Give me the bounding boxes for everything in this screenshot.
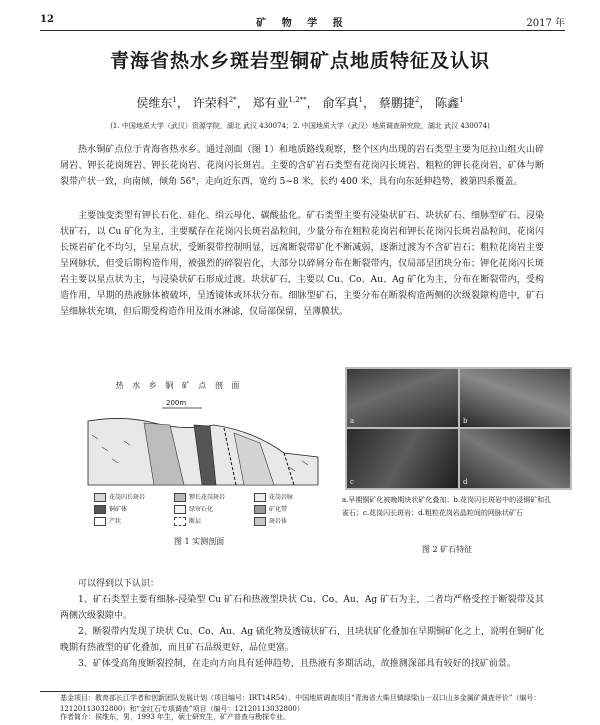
legend-swatch: [254, 493, 266, 502]
legend-label: 斑岩体: [269, 518, 288, 525]
author: 许荣科: [192, 96, 229, 110]
header-rule: [40, 30, 565, 31]
legend-label: 矿化带: [269, 506, 288, 513]
footnote-author-bio: 作者简介：侯维东，男，1993 年生，硕士研究生，矿产普查与勘探专业。: [60, 713, 291, 721]
photo-label: a: [350, 417, 355, 425]
legend-swatch: [94, 517, 106, 526]
conclusion-item: 1、矿石类型主要有细脉-浸染型 Cu 矿石和热液型块状 Cu、Co、Au、Ag 矿石为主，二者均严格受控于断裂带及其两侧次级裂隙中。: [60, 595, 544, 621]
author-affil-mark: 1: [459, 96, 464, 104]
author-list: 侯维东$^1$， 许荣科$^{2*}$， 郑有业$^{1,2**}$， 俞军真$^1$， 蔡鹏捷$^2$， 陈鑫$^1$: [136, 96, 464, 110]
figure2-photo-b: [460, 369, 570, 427]
legend-item: [254, 516, 287, 526]
figure1-caption: 图 1 实测剖面: [174, 537, 225, 546]
author-affil-mark: 1,2**: [288, 96, 307, 104]
figure1-cross-section: [84, 395, 322, 487]
author-affil-mark: 2*: [228, 96, 237, 104]
legend-swatch: [174, 505, 186, 514]
figure1-title: 热 水 乡 铜 矿 点 剖 面: [115, 381, 243, 390]
journal-name: 矿 物 学 报: [256, 18, 349, 29]
author: 俞军真: [322, 96, 359, 110]
legend-label: 断层: [189, 518, 202, 525]
page-number: 12: [40, 14, 54, 25]
legend-label: 钾长花岗斑岩: [189, 494, 226, 501]
figure1-scale-label: 200m: [166, 399, 187, 407]
author: 陈鑫: [435, 96, 460, 110]
conclusion-item: 2、断裂带内发现了块状 Cu、Co、Au、Ag 硫化物及透镜状矿石，且块状矿化叠加在早期铜矿化之上，说明在铜矿化晚期有热液型的矿化叠加，而且矿石品级更好，品位更富。: [60, 627, 544, 653]
paper-title: 青海省热水乡斑岩型铜矿点地质特征及认识: [109, 50, 490, 72]
footnote-funding: 基金项目：教育部长江学者和创新团队发展计划（项目编号：IRT14R54），中国地质调查项目“青海省大柴旦镇绿梁山一双口山多金属矿调查评价”（编号：12120113032800）和“金红石专项调查”项目（编号：12120113032800）: [60, 694, 541, 713]
body-paragraph: 主要蚀变类型有钾长石化、硅化、绢云母化、碳酸盐化。矿石类型主要有浸染状矿石、块状矿石、细脉型矿石、浸染状矿石，以 Cu 矿化为主，主要赋存在花岗闪长斑岩晶粒间，少量分布在粗粒花岗岩和钾长花岗闪长斑岩晶粒间，花岗闪长斑岩矿化不均匀，呈星点状，受断裂带控制明显，远离断裂带矿化不断减弱，逐渐过渡为不含矿岩石；粗粒花岗岩主要呈网脉状，但受后期构造作用，被强烈的碎裂岩化，大部分以碎屑分布在断裂带内，仅局部呈团块分布；钾化花岗闪长斑岩主要以星点状为主，与浸染状矿石形成过渡。块状矿石，主要以 Cu、Co、Au、Ag 矿化为主，分布在断裂带内，受构造作用，早期的热液脉体被破坏，呈透镜体或环状分布。细脉型矿石，主要分布在断裂构造两侧的次级裂隙构造中，矿石呈细脉状充填，但后期受构造作用及雨水淋滤，仅局部保留，呈薄膜状。: [60, 211, 544, 317]
legend-item: [174, 504, 213, 514]
affiliation: (1. 中国地质大学（武汉）资源学院，湖北 武汉 430074；2. 中国地质大学（武汉）地质调查研究院，湖北 武汉 430074): [110, 122, 490, 130]
legend-item: [174, 516, 201, 526]
legend-swatch: [94, 505, 106, 514]
legend-swatch: [174, 493, 186, 502]
journal-year: 2017 年: [526, 18, 565, 29]
figure2-subcaption: a.早期铜矿化被晚期块状矿化叠加；b.花岗闪长斑岩中的浸铜矿和孔雀石；c.花岗闪长斑岩；d.粗粒花岗岩晶粒间的网脉状矿石: [342, 496, 552, 517]
legend-label: 绿帘石化: [189, 506, 214, 513]
photo-label: d: [463, 478, 468, 486]
body-paragraph: 热水铜矿点位于青海省热水乡。通过剖面（图 1）和地质路线观察，整个区内出现的岩石类型主要为厄拉山组火山碎屑岩、钾长花岗斑岩、钾长花岗岩、花岗闪长斑岩。主要的含矿岩石类型有花岗闪长斑岩、粗粒的钾长花岗岩，矿体与断裂带产状一致，向南倾，倾角 56°，走向近东西，宽约 5~8 米，长约 400 米，具有向东延伸趋势，被第四系覆盖。: [60, 145, 544, 187]
legend-swatch: [254, 505, 266, 514]
author: 侯维东: [136, 96, 173, 110]
legend-item: [254, 504, 287, 514]
legend-swatch: [174, 517, 186, 526]
legend-swatch: [94, 493, 106, 502]
legend-item: [94, 492, 145, 502]
legend-item: [94, 504, 127, 514]
legend-item: [254, 492, 293, 502]
figure2-photo-a: [347, 369, 458, 427]
figure2-photo-grid: [345, 367, 572, 490]
legend-label: 花岗闪长斑岩: [109, 494, 146, 501]
page-header: [40, 14, 565, 30]
figure2-photo-c: [347, 429, 458, 488]
legend-label: 铜矿体: [109, 506, 128, 513]
figure2-photo-d: [460, 429, 570, 488]
legend-label: 花岗岩脉: [269, 494, 294, 501]
legend-swatch: [254, 517, 266, 526]
figure1-legend: [94, 492, 334, 528]
figure2-caption: 图 2 矿石特征: [422, 545, 473, 554]
conclusion-item: 3、矿体受高角度断裂控制，在走向方向具有延伸趋势，且热液有多期活动，故推测深部具有较好的找矿前景。: [78, 659, 516, 669]
author: 蔡鹏捷: [378, 96, 415, 110]
body-paragraph: 可以得到以下认识：: [78, 579, 160, 589]
photo-label: c: [350, 478, 354, 486]
photo-label: b: [463, 417, 468, 425]
legend-item: [174, 492, 225, 502]
author-affil-mark: 2: [414, 96, 420, 104]
footnote-rule: [40, 691, 160, 692]
author-affil-mark: 1: [358, 96, 363, 104]
author: 郑有业: [252, 96, 289, 110]
legend-label: 产状: [109, 518, 122, 525]
legend-item: [94, 516, 121, 526]
author-affil-mark: 1: [172, 96, 177, 104]
